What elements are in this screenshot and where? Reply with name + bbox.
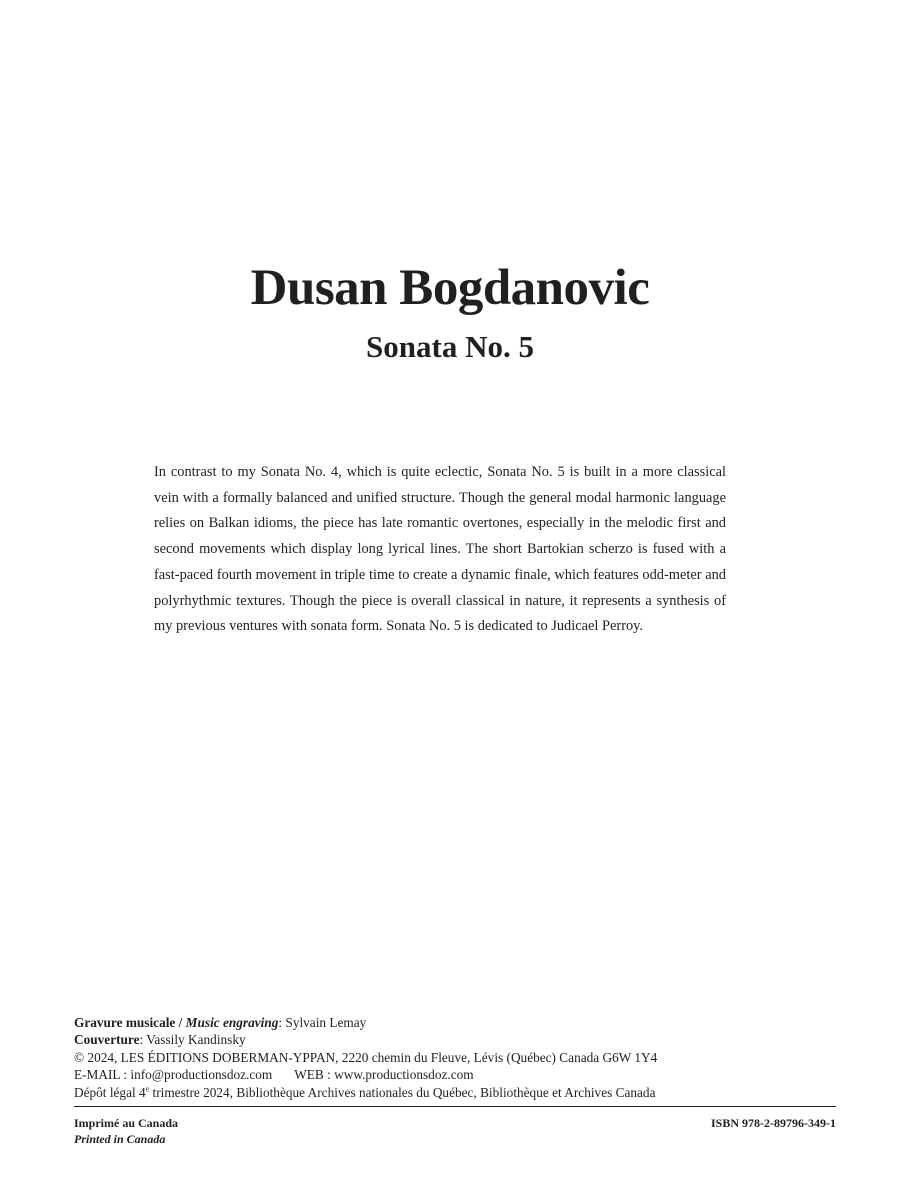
copyright-line: © 2024, LES ÉDITIONS DOBERMAN-YPPAN, 2220 chemin du Fleuve, Lévis (Québec) Canada G6W 1Y4	[74, 1049, 658, 1065]
cover-label: Couverture	[74, 1032, 140, 1048]
cover-credit	[74, 1031, 836, 1048]
legal-deposit-line	[74, 1084, 836, 1101]
program-note	[154, 460, 726, 640]
work-title: Sonata No. 5	[366, 329, 534, 364]
composer-name: Dusan Bogdanovic	[250, 260, 650, 316]
footer-divider	[74, 1106, 836, 1107]
deposit-superscript: e	[145, 1084, 150, 1094]
web-text: WEB : www.productionsdoz.com	[294, 1067, 474, 1083]
engraving-label-en: Music engraving	[185, 1015, 279, 1030]
cover-name: : Vassily Kandinsky	[139, 1032, 246, 1048]
printed-fr: Imprimé au Canada	[74, 1116, 179, 1130]
email-text: E-MAIL : info@productionsdoz.com	[74, 1067, 273, 1083]
program-note-text: In contrast to my Sonata No. 4, which is quite eclectic, Sonata No. 5 is built in a more classical vein with a formally balanced and unified structure. Though the general modal harmonic language relies on Balkan idioms, the piece has late romantic overtones, especially in the melodic first and second movements which display long lyrical lines. The short Bartokian scherzo is fused with a fast-paced fourth movement in triple time to create a dynamic finale, which features odd-meter and polyrhythmic textures. Though the piece is overall classical in nature, it represents a synthesis of my previous ventures with sonata form. Sonata No. 5 is dedicated to Judicael Perroy.	[154, 464, 726, 635]
printed-in	[74, 1115, 178, 1147]
engraving-label-fr: Gravure musicale /	[74, 1015, 183, 1030]
engraving-name: : Sylvain Lemay	[278, 1015, 367, 1030]
printed-en: Printed in Canada	[74, 1132, 166, 1146]
deposit-prefix: Dépôt légal 4	[74, 1084, 146, 1100]
deposit-rest: trimestre 2024, Bibliothèque Archives nationales du Québec, Bibliothèque et Archives Canada	[149, 1084, 656, 1100]
contact-line	[74, 1066, 836, 1083]
engraving-credit	[74, 1014, 836, 1031]
credits-block	[74, 1014, 836, 1101]
isbn: ISBN 978-2-89796-349-1	[711, 1116, 836, 1130]
